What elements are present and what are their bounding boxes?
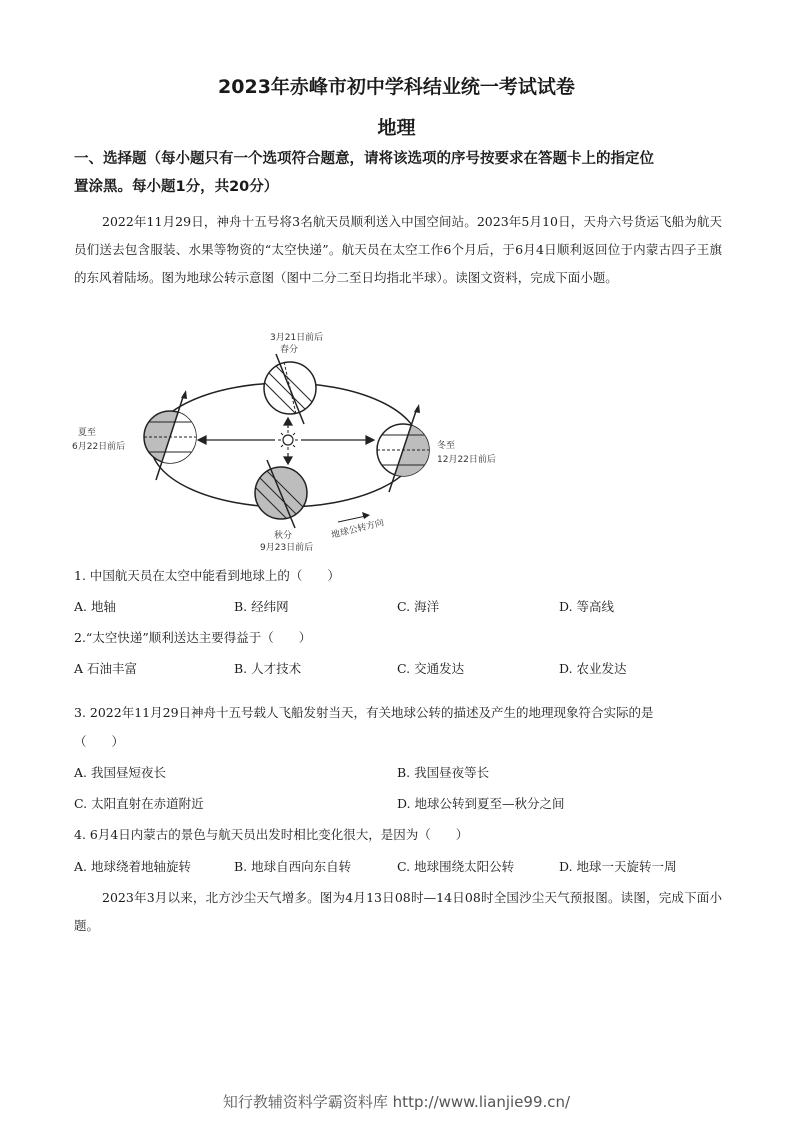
question-1-option-a: A. 地轴 xyxy=(74,599,116,614)
earth-winter-solstice xyxy=(377,404,436,492)
label-autumn-name: 秋分 xyxy=(274,531,293,541)
label-spring-date: 3月21日前后 xyxy=(270,333,324,343)
question-3-stem-blank: （ ） xyxy=(74,734,125,749)
question-1-stem: 1. 中国航天员在太空中能看到地球上的（ ） xyxy=(74,568,340,583)
section-heading-line-2: 置涂黑。每小题1分，共20分） xyxy=(74,179,279,195)
sunlight-arrows xyxy=(198,418,374,464)
label-direction: 地球公转方向 xyxy=(330,518,386,541)
document-subject: 地理 xyxy=(377,117,416,139)
section-heading-line-1: 一、选择题（每小题只有一个选项符合题意，请将该选项的序号按要求在答题卡上的指定位 xyxy=(74,151,654,167)
label-winter-name: 冬至 xyxy=(437,441,456,451)
question-3-option-d: D. 地球公转到夏至—秋分之间 xyxy=(397,796,565,811)
question-1-option-b: B. 经纬网 xyxy=(234,599,289,614)
label-spring-name: 春分 xyxy=(280,345,299,355)
passage-2 xyxy=(74,884,722,940)
question-2-option-b: B. 人才技术 xyxy=(234,661,302,676)
document-title: 2023年赤峰市初中学科结业统一考试试卷 xyxy=(218,76,575,98)
passage-1 xyxy=(74,208,722,292)
question-3-option-c: C. 太阳直射在赤道附近 xyxy=(74,796,204,811)
label-summer-name: 夏至 xyxy=(78,428,97,438)
label-winter-date: 12月22日前后 xyxy=(437,455,496,465)
question-4-option-c: C. 地球围绕太阳公转 xyxy=(397,859,515,874)
question-4-option-a: A. 地球绕着地轴旋转 xyxy=(74,859,191,874)
earth-summer-solstice xyxy=(144,390,203,480)
earth-autumn-equinox xyxy=(251,460,307,528)
passage-2-text: 2023年3月以来，北方沙尘天气增多。图为4月13日08时—14日08时全国沙尘天气预报图。读图，完成下面小题。 xyxy=(74,890,722,933)
revolution-direction-arrow xyxy=(330,512,385,541)
question-2-option-d: D. 农业发达 xyxy=(559,661,627,676)
question-2-stem: 2.“太空快递”顺利送达主要得益于（ ） xyxy=(74,630,312,645)
question-3-stem: 3. 2022年11月29日神舟十五号载人飞船发射当天，有关地球公转的描述及产生的地理现象符合实际的是 xyxy=(74,705,654,720)
page-footer: 知行教辅资料学霸资料库 http://www.lianjie99.cn/ xyxy=(222,1093,571,1111)
question-3-option-a: A. 我国昼短夜长 xyxy=(74,765,166,780)
question-4-option-d: D. 地球一天旋转一周 xyxy=(559,859,677,874)
earth-revolution-diagram xyxy=(70,330,510,560)
question-1-option-d: D. 等高线 xyxy=(559,599,615,614)
question-2-option-c: C. 交通发达 xyxy=(397,661,465,676)
passage-1-text: 2022年11月29日，神舟十五号将3名航天员顺利送入中国空间站。2023年5月10日，天舟六号货运飞船为航天员们送去包含服装、水果等物资的“太空快递”。航天员在太空工作6个月后，于6月4日顺利返回位于内蒙古四子王旗的东风着陆场。图为地球公转示意图（图中二分二至日均指北半球）。读图文资料，完成下面小题。 xyxy=(74,214,722,285)
question-1-option-c: C. 海洋 xyxy=(397,599,440,614)
label-autumn-date: 9月23日前后 xyxy=(260,543,314,553)
question-4-option-b: B. 地球自西向东自转 xyxy=(234,859,352,874)
question-3-option-b: B. 我国昼夜等长 xyxy=(397,765,490,780)
earth-spring-equinox xyxy=(260,354,316,424)
question-2-option-a: A 石油丰富 xyxy=(74,661,138,676)
question-4-stem: 4. 6月4日内蒙古的景色与航天员出发时相比变化很大，是因为（ ） xyxy=(74,827,469,842)
label-summer-date: 6月22日前后 xyxy=(72,442,126,452)
sun-icon xyxy=(278,430,298,450)
